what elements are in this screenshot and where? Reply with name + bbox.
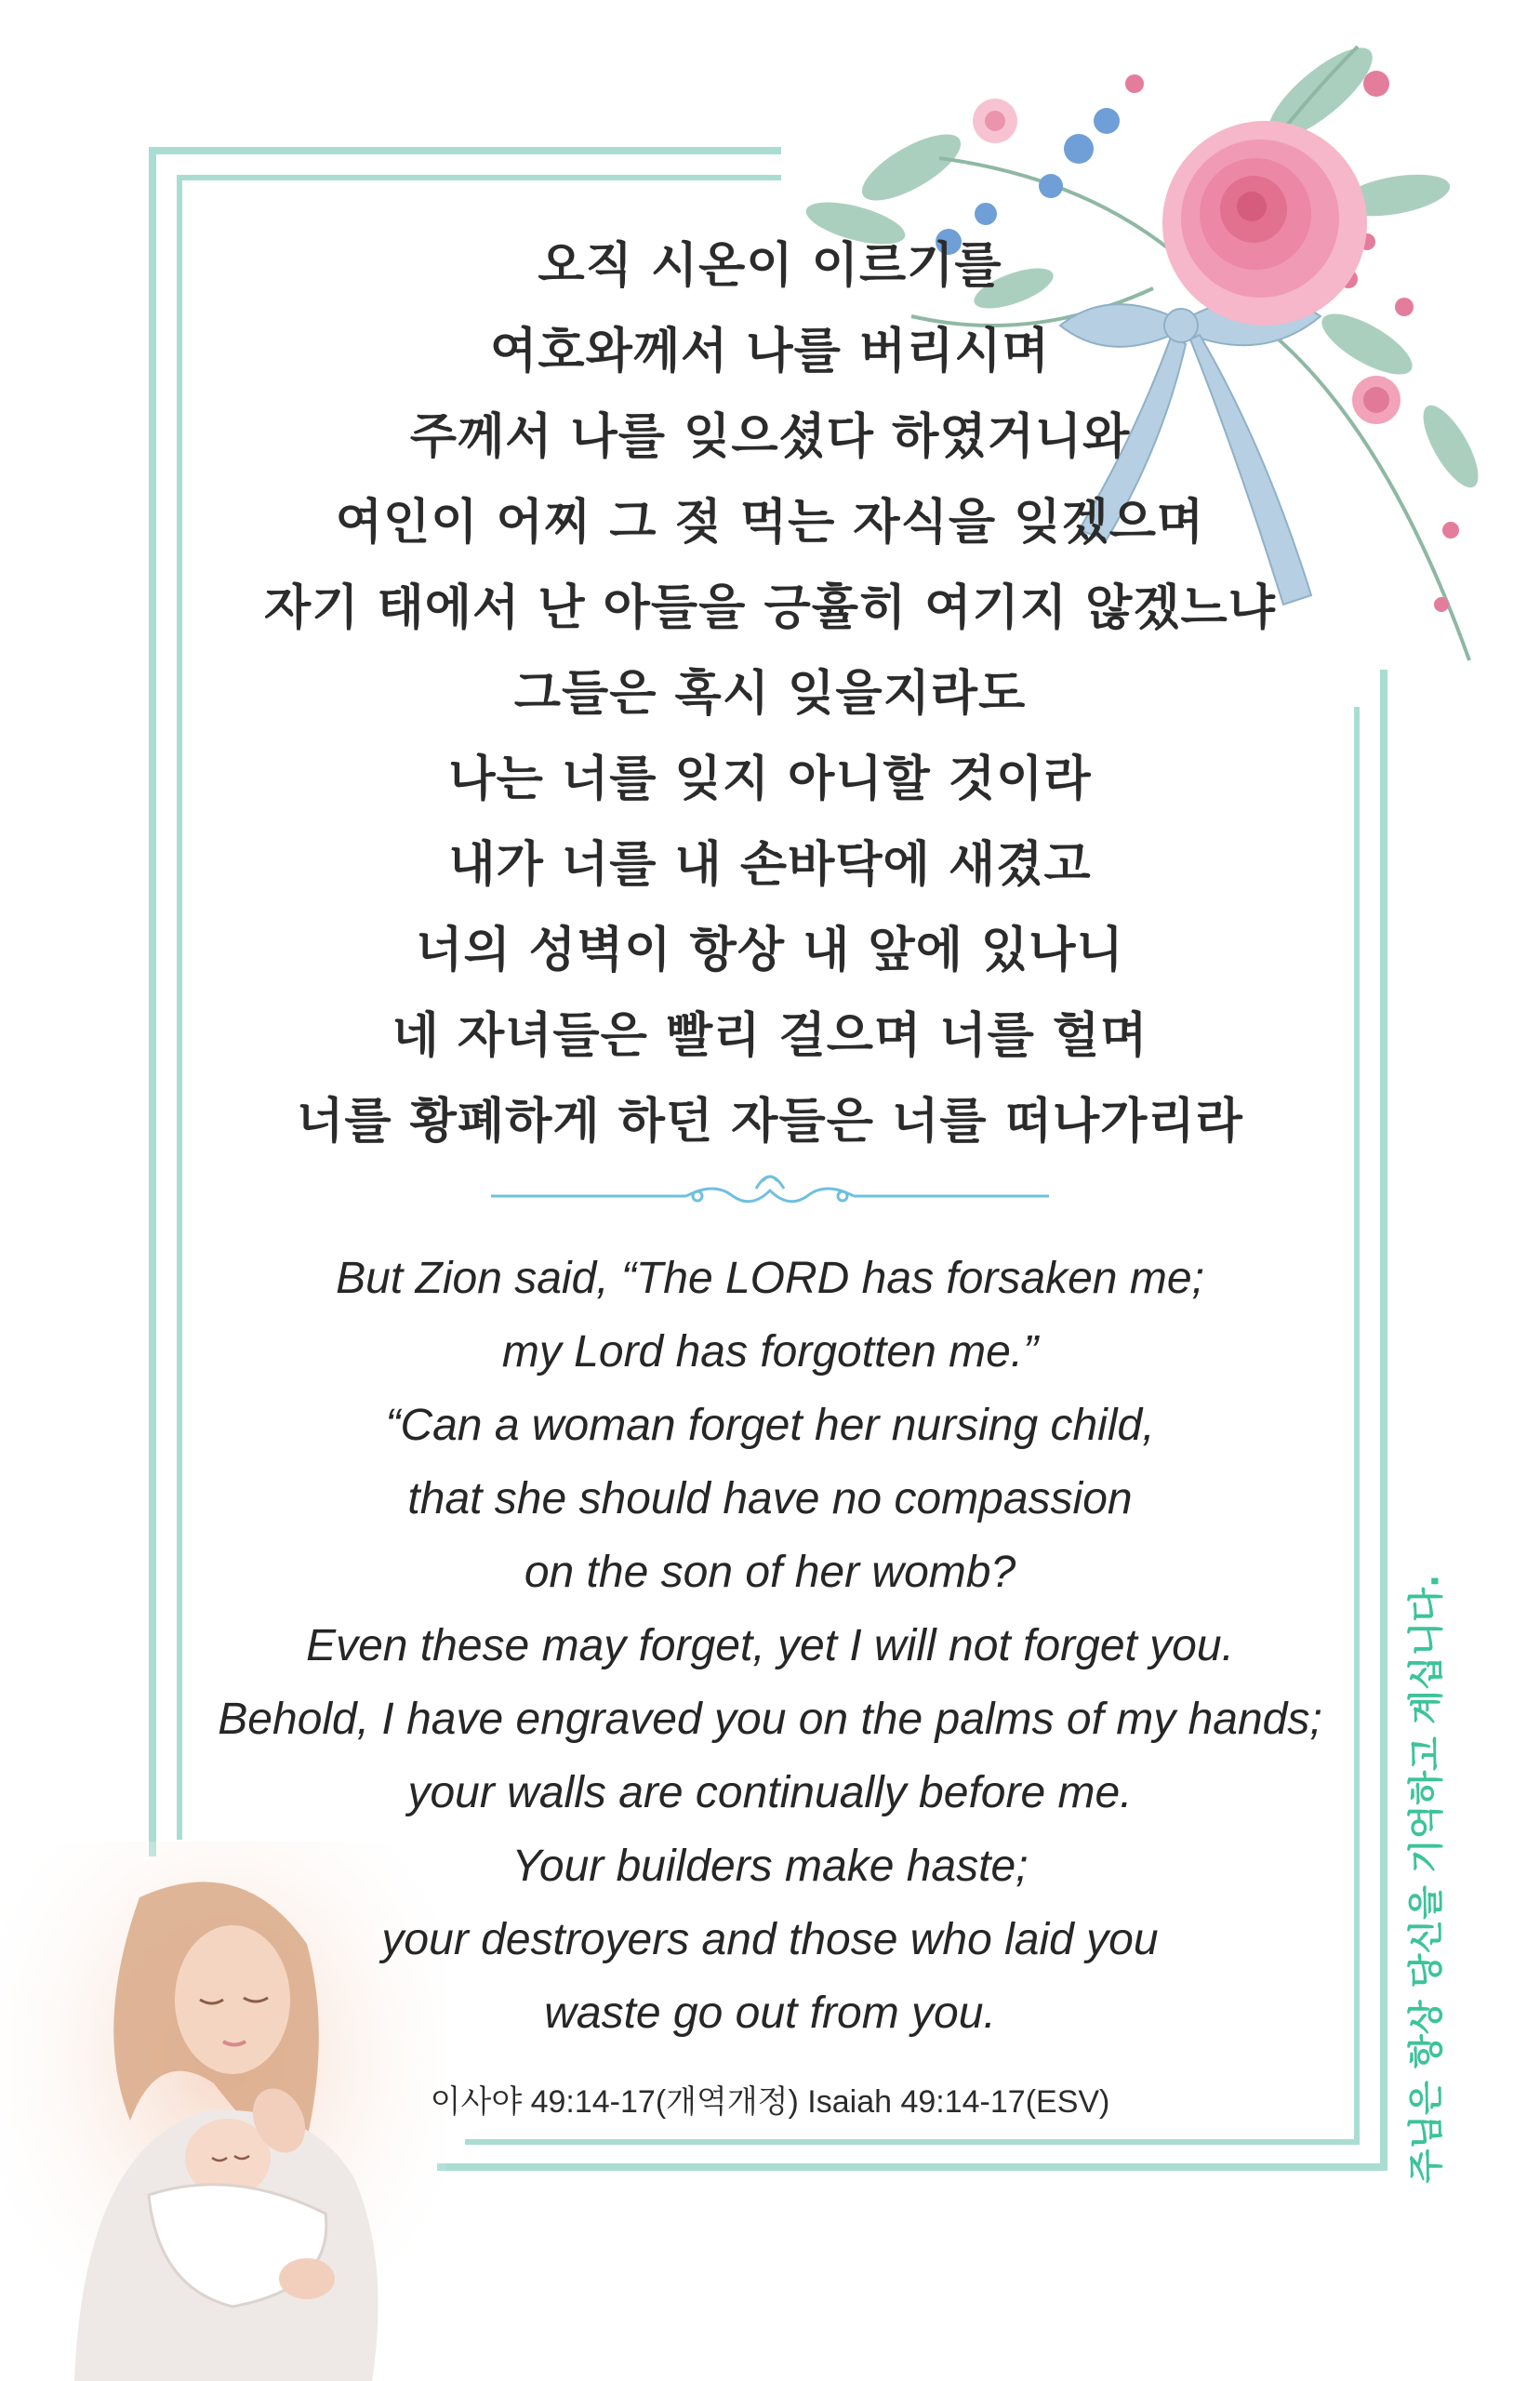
english-line: on the son of her womb? [524, 1548, 1016, 1597]
korean-line: 여인이 어찌 그 젖 먹는 자식을 잊겠으며 [335, 495, 1205, 551]
korean-line: 그들은 혹시 잊을지라도 [513, 666, 1027, 722]
korean-line: 너를 황폐하게 하던 자들은 너를 떠나가리라 [297, 1094, 1243, 1150]
vertical-caption [1386, 1574, 1460, 2184]
english-line: Behold, I have engraved you on the palms of my hands; [218, 1695, 1322, 1744]
korean-line: 자기 태에서 난 아들을 긍휼히 여기지 않겠느냐 [263, 580, 1277, 636]
korean-line: 여호와께서 나를 버리시며 [490, 324, 1050, 379]
korean-verse [0, 223, 1540, 1164]
korean-line: 내가 너를 내 손바닥에 새겼고 [448, 837, 1092, 893]
english-line: your destroyers and those who laid you [381, 1915, 1159, 1964]
frame-inner-top [177, 175, 781, 180]
vertical-caption-text: 주님은 항상 당신을 기억하고 계십니다. [1405, 1574, 1447, 2184]
english-line: my Lord has forgotten me.” [501, 1327, 1039, 1377]
ornamental-divider [491, 1153, 1049, 1218]
english-line: “Can a woman forget her nursing child, [385, 1401, 1155, 1450]
english-line: Your builders make haste; [511, 1842, 1029, 1891]
frame-inner-bottom [465, 2139, 1360, 2145]
frame-outer-bottom [437, 2163, 1387, 2171]
english-line: that she should have no compassion [407, 1474, 1133, 1523]
english-line: waste go out from you. [544, 1989, 996, 2038]
verse-citation: 이사야 49:14-17(개역개정) Isaiah 49:14-17(ESV) [430, 2084, 1110, 2120]
english-line: But Zion said, “The LORD has forsaken me; [336, 1254, 1204, 1303]
korean-line: 나는 너를 잊지 아니할 것이라 [448, 752, 1092, 807]
korean-line: 주께서 나를 잊으셨다 하였거니와 [409, 409, 1131, 465]
english-line: Even these may forget, yet I will not forget you. [306, 1621, 1234, 1670]
korean-line: 너의 성벽이 항상 내 앞에 있나니 [416, 923, 1124, 978]
english-verse [0, 1242, 1540, 2050]
english-line: your walls are continually before me. [407, 1768, 1133, 1817]
korean-line: 네 자녀들은 빨리 걸으며 너를 헐며 [392, 1008, 1148, 1064]
korean-line: 오직 시온이 이르기를 [538, 238, 1002, 294]
frame-outer-top [149, 147, 781, 154]
